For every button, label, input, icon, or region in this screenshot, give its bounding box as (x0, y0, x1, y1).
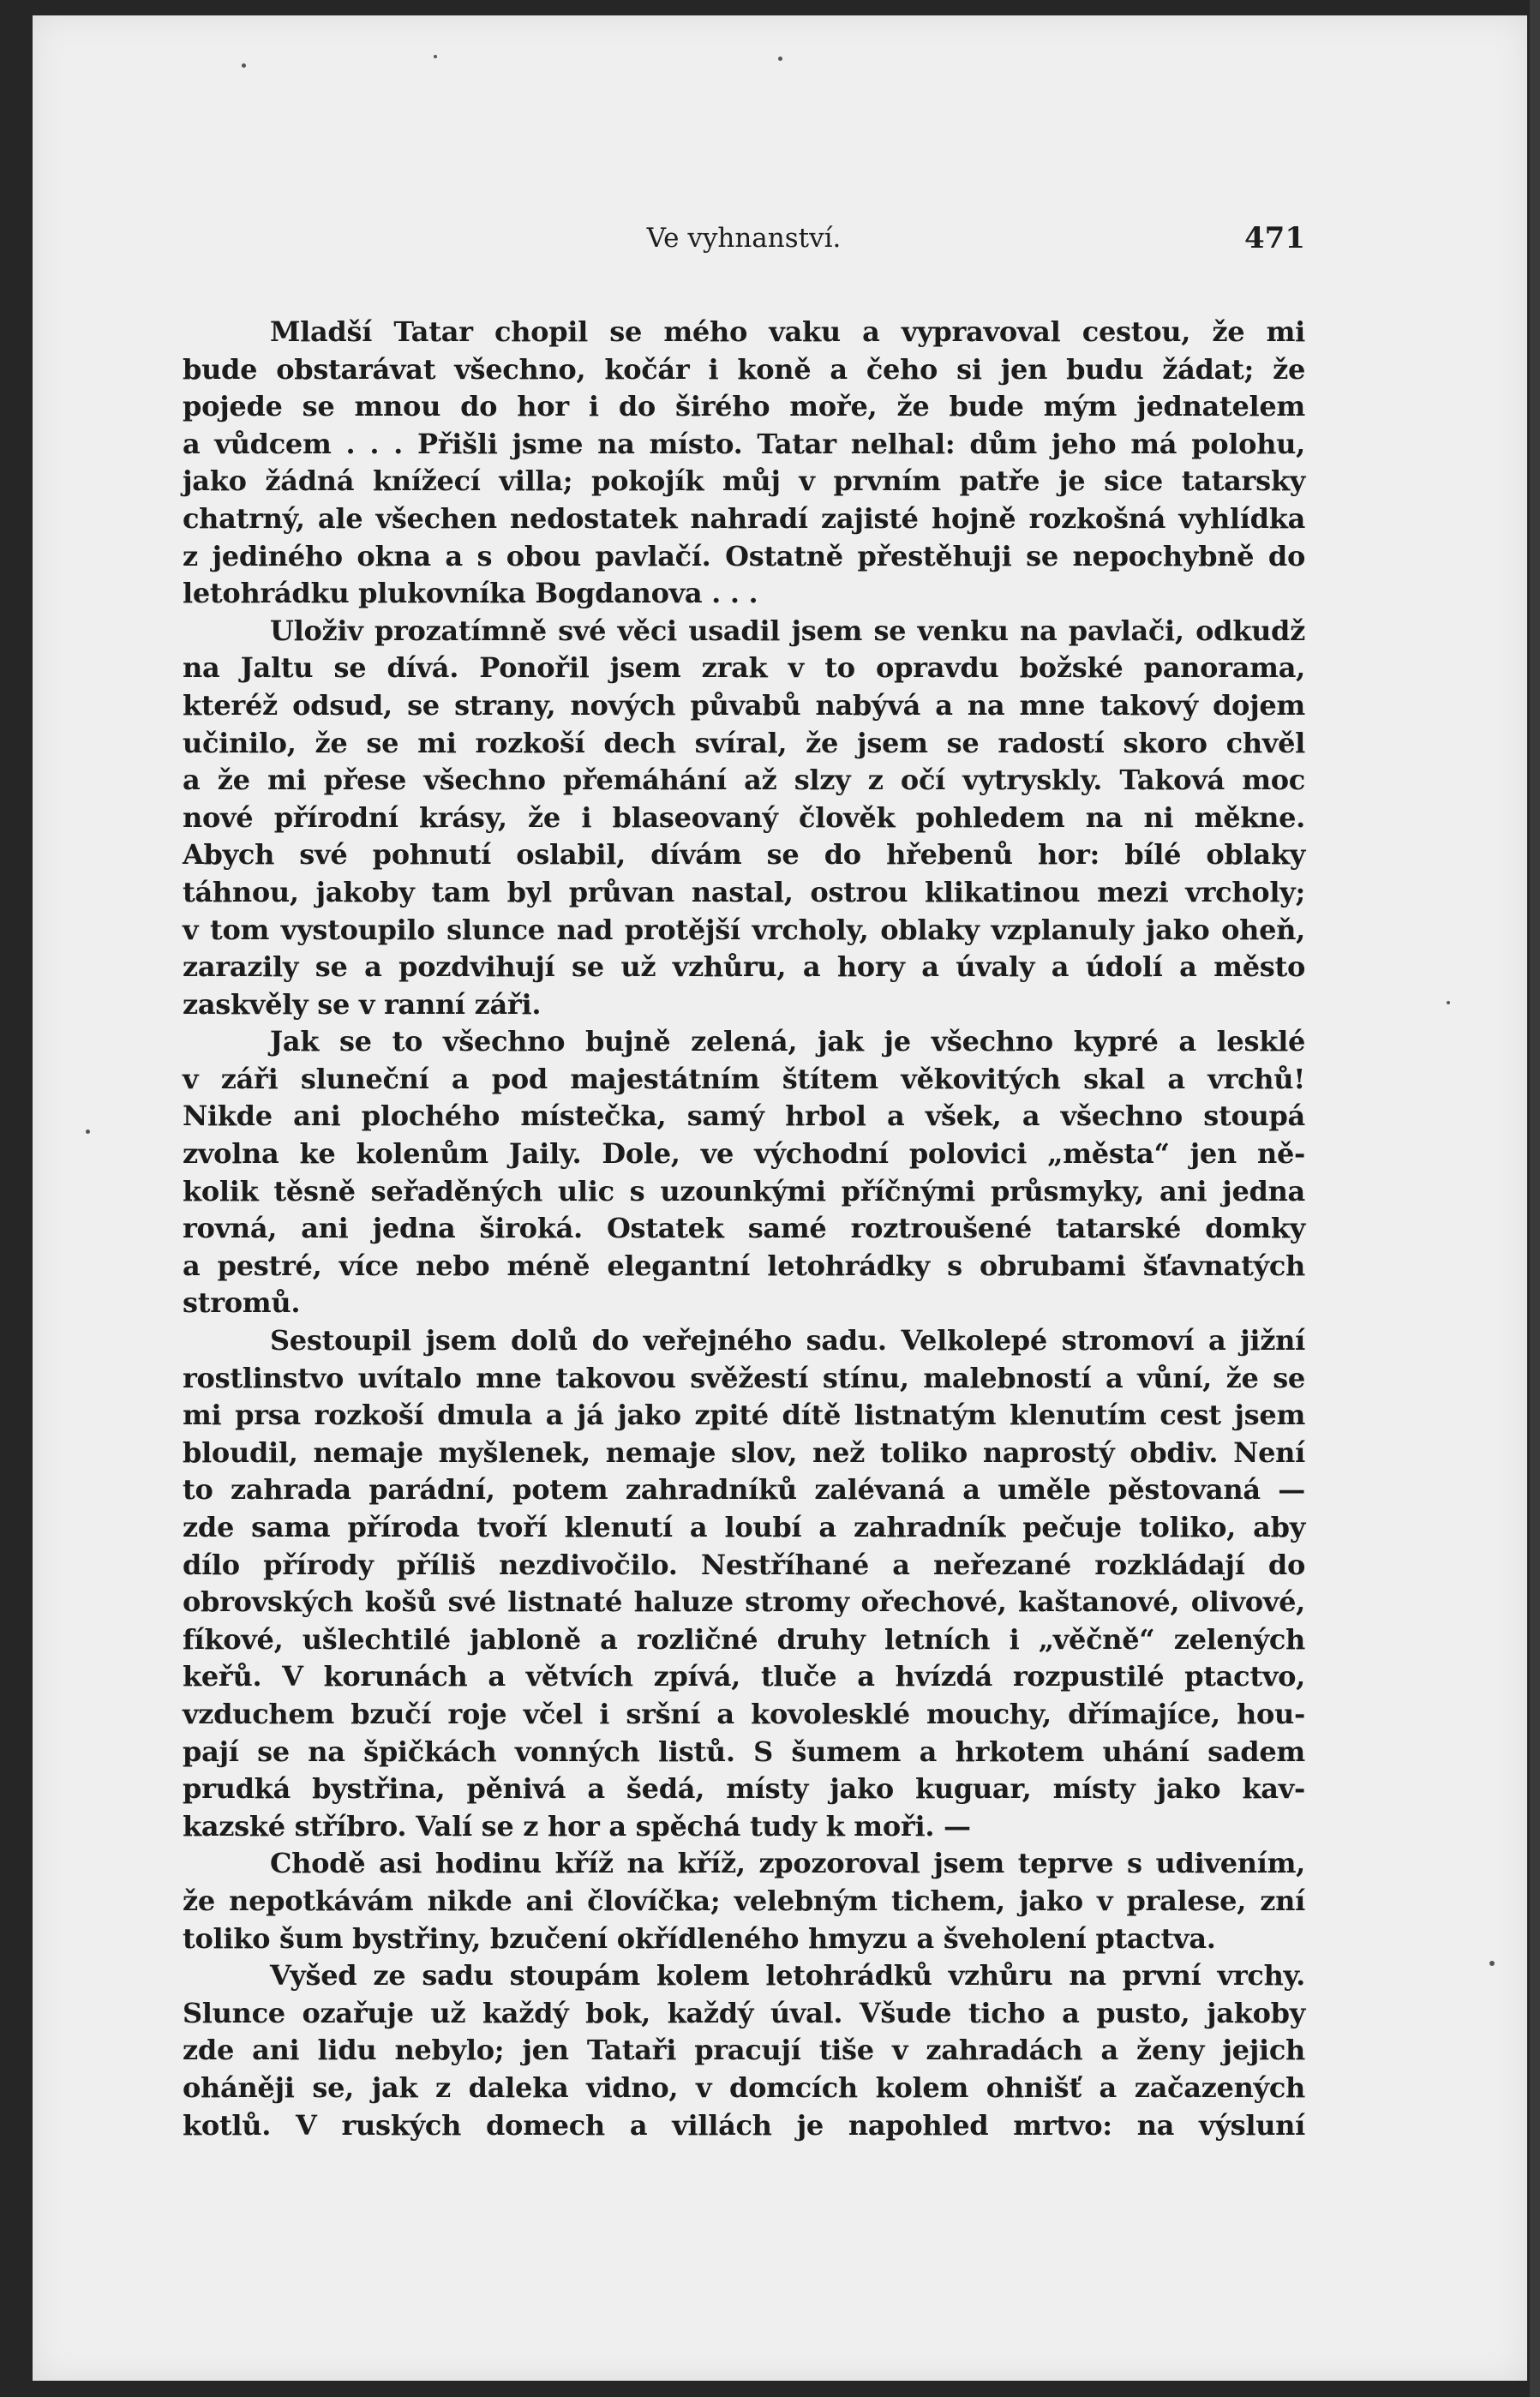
text-line: kazské stříbro. Valí se z hor a spěchá tudy k moři. — (183, 1809, 971, 1843)
text-line: kolik těsně seřaděných ulic s uzounkými příčnými průsmyky, ani jedna (183, 1174, 1305, 1207)
text-line: oháněji se, jak z daleka vidno, v domcích kolem ohnišť a začazených (183, 2070, 1305, 2104)
text-line: zarazily se a pozdvihují se už vzhůru, a hory a úvaly a údolí a město (183, 950, 1305, 984)
text-line: učinilo, že se mi rozkoší dech svíral, že jsem se radostí skoro chvěl (183, 726, 1305, 759)
text-line: zde sama příroda tvoří klenutí a loubí a zahradník pečuje toliko, aby (183, 1511, 1305, 1543)
text-line: kotlů. V ruských domech a villách je napohled mrtvo: na výsluní (183, 2108, 1305, 2142)
body-text (183, 314, 1305, 2144)
text-line: jako žádná knížecí villa; pokojík můj v prvním patře je sice tatarsky (183, 464, 1305, 498)
text-line: na Jaltu se dívá. Ponořil jsem zrak v to opravdu božské panorama, (183, 651, 1305, 685)
text-line: Abych své pohnutí oslabil, dívám se do hřebenů hor: bílé oblaky (183, 838, 1305, 872)
text-line: chatrný, ale všechen nedostatek nahradí zajisté hojně rozkošná vyhlídka (183, 501, 1305, 535)
text-line: táhnou, jakoby tam byl průvan nastal, ostrou klikatinou mezi vrcholy; (183, 875, 1305, 908)
scan-speck (434, 55, 437, 58)
running-title: Ve vyhnanství. (646, 223, 842, 254)
text-line: kteréž odsud, se strany, nových půvabů nabývá a na mne takový dojem (183, 688, 1305, 722)
paragraph (183, 1322, 1305, 1845)
text-line: Sestoupil jsem dolů do veřejného sadu. Velkolepé stromoví a jižní (270, 1324, 1305, 1357)
scan-speck (242, 63, 246, 68)
scan-border (1530, 0, 1540, 2397)
text-line: stromů. (183, 1286, 301, 1320)
text-line: bude obstarávat všechno, kočár i koně a čeho si jen budu žádat; že (183, 352, 1305, 386)
text-line: zvolna ke kolenům Jaily. Dole, ve východní polovici „města“ jen ně- (183, 1137, 1305, 1171)
book-page (33, 15, 1527, 2381)
text-line: Jak se to všechno bujně zelená, jak je všechno kypré a lesklé (270, 1025, 1305, 1058)
text-line: a pestré, více nebo méně elegantní letohrádky s obrubami šťavnatých (183, 1249, 1305, 1282)
text-line: v záři sluneční a pod majestátním štítem věkovitých skal a vrchů! (183, 1062, 1305, 1095)
scan-speck (1447, 1001, 1450, 1004)
text-line: prudká bystřina, pěnivá a šedá, místy jako kuguar, místy jako kav- (183, 1772, 1305, 1806)
paragraph (183, 314, 1305, 613)
text-line: z jediného okna a s obou pavlačí. Ostatně přestěhuji se nepochybně do (183, 539, 1305, 572)
text-line: Slunce ozařuje už každý bok, každý úval. Všude ticho a pusto, jakoby (183, 1996, 1305, 2029)
text-line: a že mi přese všechno přemáhání až slzy z očí vytryskly. Taková moc (183, 764, 1305, 797)
text-line: letohrádku plukovníka Bogdanova . . . (183, 577, 758, 610)
text-line: Nikde ani plochého místečka, samý hrbol a všek, a všechno stoupá (183, 1100, 1305, 1133)
text-line: a vůdcem . . . Přišli jsme na místo. Tatar nelhal: dům jeho má polohu, (183, 427, 1305, 460)
text-line: keřů. V korunách a větvích zpívá, tluče a hvízdá rozpustilé ptactvo, (183, 1660, 1305, 1693)
text-line: bloudil, nemaje myšlenek, nemaje slov, než toliko naprostý obdiv. Není (183, 1435, 1305, 1469)
text-line: mi prsa rozkoší dmula a já jako zpité dítě listnatým klenutím cest jsem (183, 1399, 1305, 1432)
text-line: obrovských košů své listnaté haluze stromy ořechové, kaštanové, olivové, (183, 1585, 1305, 1619)
scan-speck (86, 1130, 90, 1134)
page-header (183, 219, 1305, 257)
text-line: pají se na špičkách vonných listů. S šumem a hrkotem uhání sadem (183, 1735, 1305, 1768)
text-line: nové přírodní krásy, že i blaseovaný člověk pohledem na ni měkne. (183, 800, 1305, 834)
text-line: rostlinstvo uvítalo mne takovou svěžestí stínu, malebností a vůní, že se (183, 1361, 1305, 1394)
text-line: Chodě asi hodinu kříž na kříž, zpozoroval jsem teprve s udivením, (270, 1847, 1305, 1880)
text-line: zaskvěly se v ranní záři. (183, 987, 542, 1021)
paragraph (183, 1957, 1305, 2144)
text-line: pojede se mnou do hor i do širého moře, že bude mým jednatelem (183, 390, 1305, 423)
paragraph (183, 1023, 1305, 1322)
text-line: fíkové, ušlechtilé jabloně a rozličné druhy letních i „věčně“ zelených (183, 1622, 1305, 1656)
text-line: Uloživ prozatímně své věci usadil jsem se venku na pavlači, odkudž (270, 614, 1305, 647)
text-line: rovná, ani jedna široká. Ostatek samé roztroušené tatarské domky (183, 1212, 1305, 1245)
text-line: to zahrada parádní, potem zahradníků zalévaná a uměle pěstovaná — (183, 1473, 1305, 1507)
text-line: Mladší Tatar chopil se mého vaku a vypravoval cestou, že mi (270, 315, 1305, 348)
text-line: toliko šum bystřiny, bzučení okřídleného hmyzu a šveholení ptactva. (183, 1921, 1216, 1955)
scan-speck (778, 57, 782, 61)
paragraph (183, 1845, 1305, 1957)
text-line: Vyšed ze sadu stoupám kolem letohrádků vzhůru na první vrchy. (270, 1959, 1305, 1993)
scan-speck (1489, 1961, 1495, 1966)
text-line: dílo přírody příliš nezdivočilo. Nestříhané a neřezané rozkládají do (183, 1548, 1305, 1581)
paragraph (183, 613, 1305, 1024)
text-line: že nepotkávám nikde ani človíčka; velebným tichem, jako v pralese, zní (183, 1884, 1305, 1917)
text-line: v tom vystoupilo slunce nad protější vrcholy, oblaky vzplanuly jako oheň, (183, 913, 1305, 946)
page-number: 471 (1244, 221, 1305, 255)
text-line: zde ani lidu nebylo; jen Tataři pracují tiše v zahradách a ženy jejich (183, 2034, 1305, 2067)
text-line: vzduchem bzučí roje včel i sršní a kovolesklé mouchy, dřímajíce, hou- (183, 1697, 1305, 1730)
